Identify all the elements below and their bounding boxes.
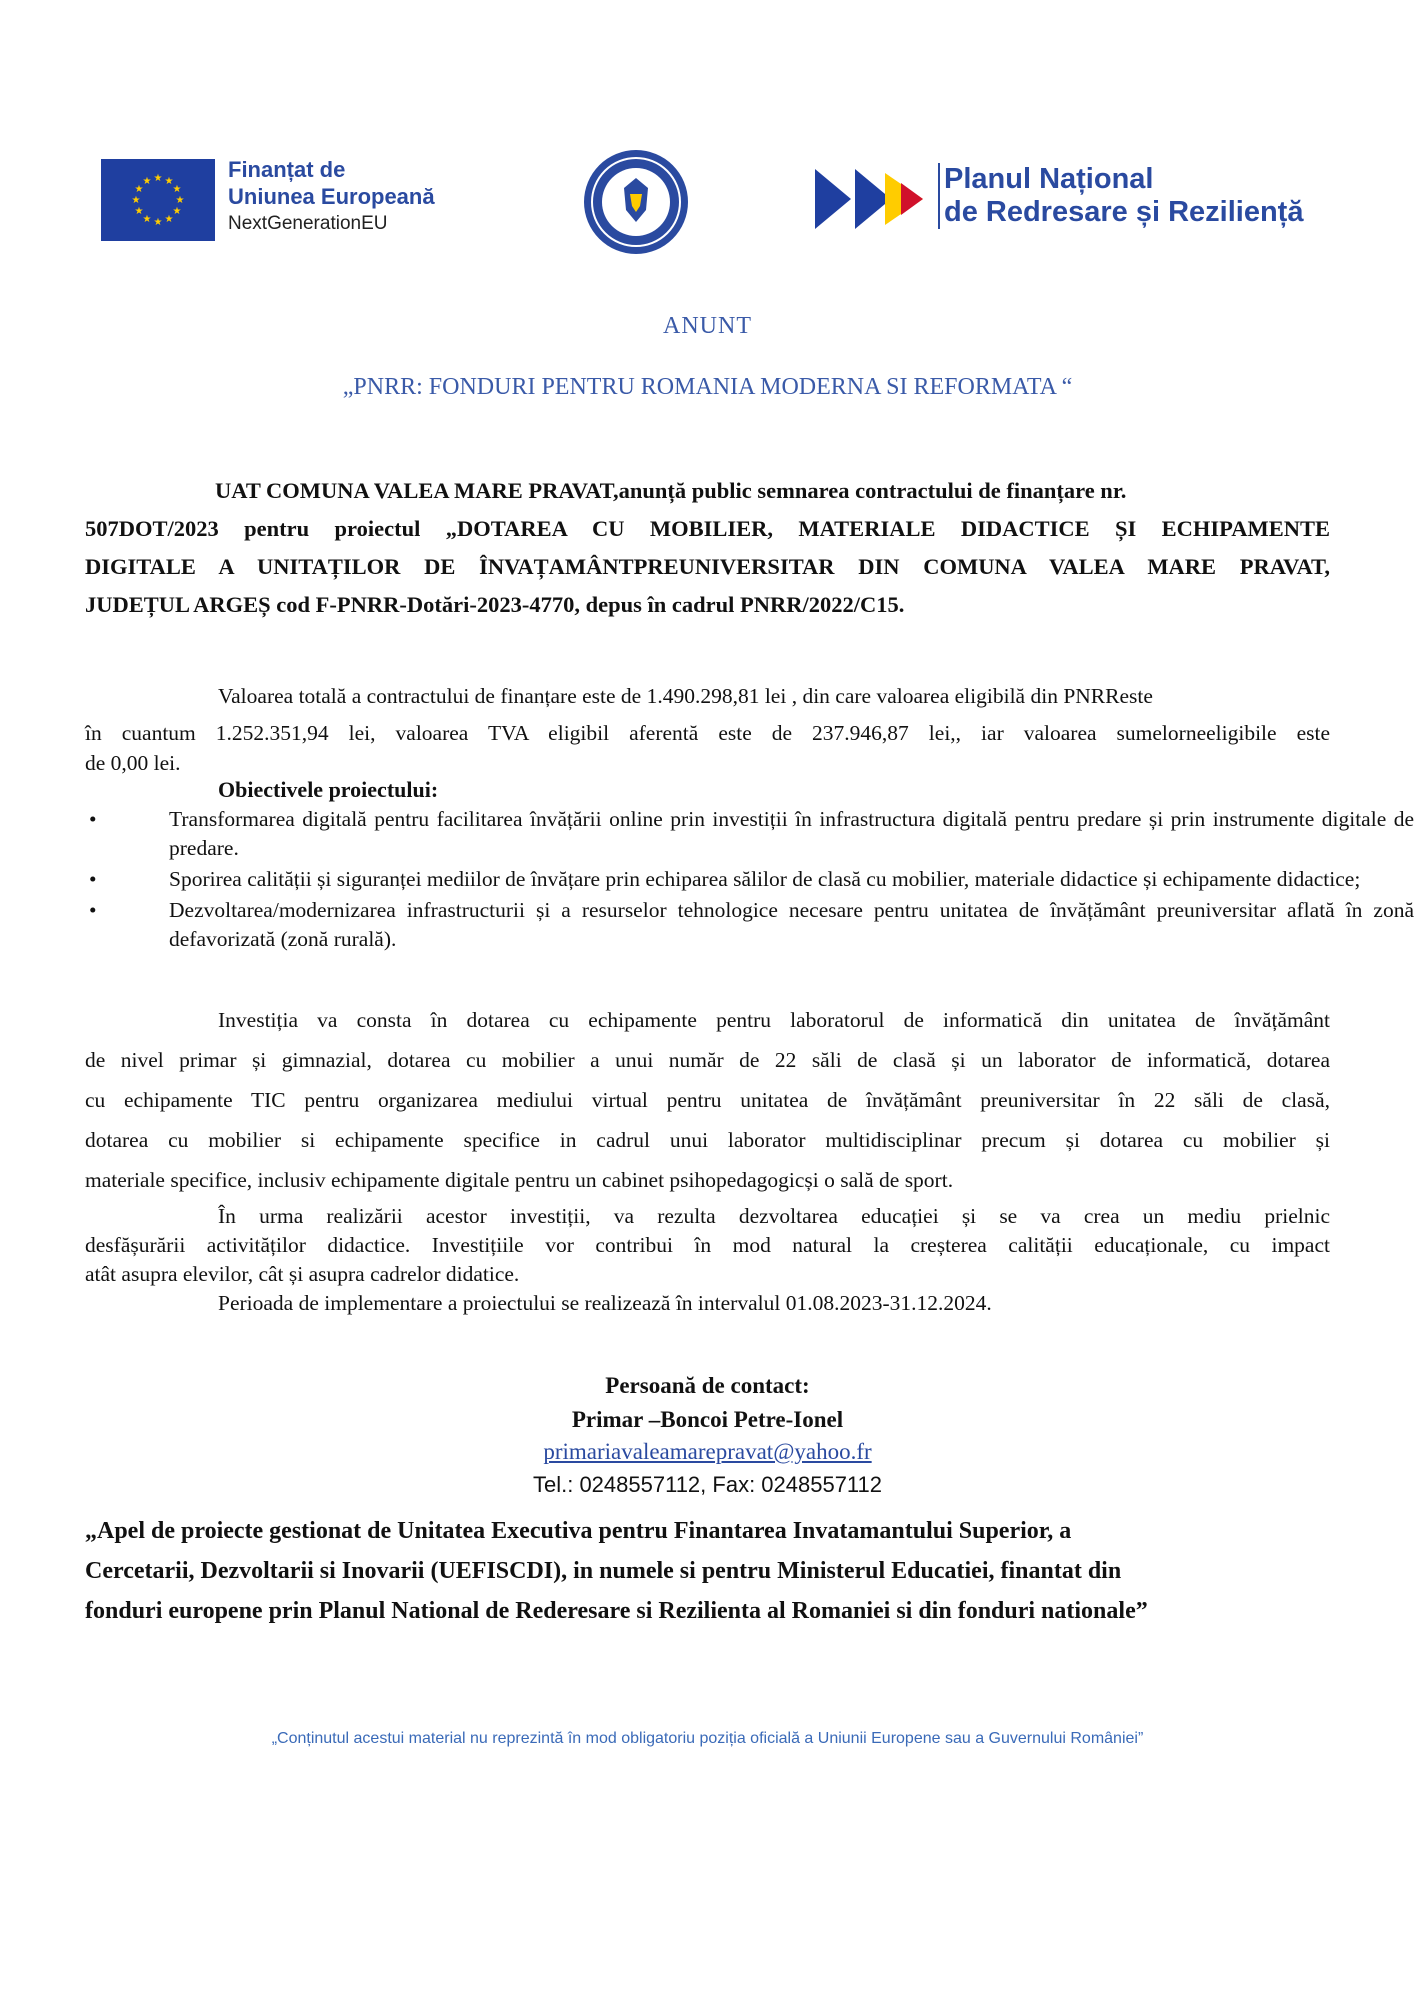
value-paragraph	[85, 674, 1330, 778]
intro-paragraph	[85, 472, 1330, 624]
svg-text:★: ★	[175, 195, 185, 206]
svg-text:★: ★	[134, 206, 144, 217]
page-title: ANUNT	[663, 313, 752, 339]
svg-text:★: ★	[172, 184, 182, 195]
government-seal-logo	[582, 148, 690, 256]
pnrr-logo	[815, 163, 923, 235]
eu-line-2: Uniunea Europeană	[228, 184, 435, 209]
objective-item: • Sporirea calității și siguranței mediilor de învățare prin echiparea sălilor de clasă cu mobilier, materiale didactice și echipamente didactice;	[169, 865, 1414, 894]
pnrr-title	[938, 163, 1303, 229]
value-line: în cuantum 1.252.351,94 lei, valoarea TVA eligibil aferentă este de 237.946,87 lei,, iar valoarea sumelorneeligibile este	[85, 721, 1330, 745]
pnrr-line-2: de Redresare și Reziliență	[944, 196, 1304, 228]
value-line: de 0,00 lei.	[85, 751, 181, 775]
investment-paragraph	[85, 1000, 1330, 1200]
investment-line: Investiția va consta în dotarea cu echipamente pentru laboratorul de informatică din unitatea de învățământ	[218, 1008, 1330, 1032]
investment-line: de nivel primar și gimnazial, dotarea cu mobilier a unui număr de 22 săli de clasă și un laborator de informatică, dotarea	[85, 1048, 1330, 1072]
contact-title: Persoană de contact:	[605, 1373, 810, 1398]
call-line: „Apel de proiecte gestionat de Unitatea Executiva pentru Finantarea Invatamantului Superior, a	[85, 1518, 1072, 1544]
svg-text:★: ★	[142, 176, 152, 187]
call-line: fonduri europene prin Planul National de Rederesare si Rezilienta al Romaniei si din fonduri nationale”	[85, 1598, 1148, 1624]
period-line: Perioada de implementare a proiectului se realizează în intervalul 01.08.2023-31.12.2024.	[218, 1291, 992, 1315]
eu-line-3: NextGenerationEU	[228, 213, 388, 234]
objectives-title: Obiectivele proiectului:	[218, 777, 439, 802]
result-line: În urma realizării acestor investiții, va rezulta dezvoltarea educației și se va crea un mediu prielnic	[218, 1204, 1330, 1228]
svg-text:★: ★	[131, 195, 141, 206]
objective-item: • Transformarea digitală pentru facilitarea învățării online prin investiții în infrastructura digitală pentru predare și prin instrumente digitale de predare.	[169, 805, 1414, 863]
intro-line: JUDEȚUL ARGEȘ cod F-PNRR-Dotări-2023-4770, depus în cadrul PNRR/2022/C15.	[85, 592, 905, 617]
objectives-list	[85, 805, 1414, 956]
intro-line: DIGITALE A UNITAȚILOR DE ÎNVAȚAMÂNTPREUNIVERSITAR DIN COMUNA VALEA MARE PRAVAT,	[85, 554, 1330, 579]
svg-text:★: ★	[153, 217, 163, 228]
svg-text:★: ★	[134, 184, 144, 195]
intro-line: UAT COMUNA VALEA MARE PRAVAT,anunță public semnarea contractului de finanțare nr.	[215, 478, 1127, 503]
pnrr-line-1: Planul Național	[944, 163, 1154, 195]
eu-funding-text	[228, 156, 435, 237]
svg-text:★: ★	[164, 176, 174, 187]
call-line: Cercetarii, Dezvoltarii si Inovarii (UEFISCDI), in numele si pentru Ministerul Educatiei, finantat din	[85, 1558, 1122, 1584]
svg-text:★: ★	[164, 214, 174, 225]
value-line: Valoarea totală a contractului de finanțare este de 1.490.298,81 lei , din care valoarea eligibilă din PNRReste	[218, 684, 1153, 708]
result-line: desfășurării activităților didactice. Investițiile vor contribui în mod natural la creșterea calității educaționale, cu impact	[85, 1233, 1330, 1257]
objective-item: • Dezvoltarea/modernizarea infrastructurii și a resurselor tehnologice necesare pentru unitatea de învățământ preuniversitar aflată în zonă defavorizată (zonă rurală).	[169, 896, 1414, 954]
page-subtitle: „PNRR: FONDURI PENTRU ROMANIA MODERNA SI REFORMATA “	[342, 374, 1073, 400]
investment-line: materiale specifice, inclusiv echipamente digitale pentru un cabinet psihopedagogicși o sală de sport.	[85, 1168, 954, 1192]
investment-line: cu echipamente TIC pentru organizarea mediului virtual pentru unitatea de învățământ preuniversitar în 22 săli de clasă,	[85, 1088, 1330, 1112]
svg-text:★: ★	[142, 214, 152, 225]
intro-line: 507DOT/2023 pentru proiectul „DOTAREA CU MOBILIER, MATERIALE DIDACTICE ȘI ECHIPAMENTE	[85, 516, 1330, 541]
svg-text:★: ★	[172, 206, 182, 217]
svg-text:★: ★	[153, 173, 163, 184]
result-line: atât asupra elevilor, cât și asupra cadrelor didatice.	[85, 1262, 520, 1286]
result-paragraph	[85, 1202, 1330, 1318]
disclaimer: „Conținutul acestui material nu reprezintă în mod obligatoriu poziția oficială a Uniunii Europene sau a Guvernului României”	[271, 1730, 1144, 1747]
call-statement	[85, 1511, 1340, 1631]
eu-line-1: Finanțat de	[228, 157, 346, 182]
contact-phone: Tel.: 0248557112, Fax: 0248557112	[532, 1472, 883, 1497]
investment-line: dotarea cu mobilier si echipamente specifice in cadrul unui laborator multidisciplinar precum și dotarea cu mobilier și	[85, 1128, 1330, 1152]
eu-stars-icon	[101, 159, 215, 241]
contact-email-link[interactable]: primariavaleamarepravat@yahoo.fr	[543, 1439, 872, 1464]
contact-name: Primar –Boncoi Petre-Ionel	[571, 1407, 844, 1432]
eu-flag-logo	[101, 159, 215, 241]
